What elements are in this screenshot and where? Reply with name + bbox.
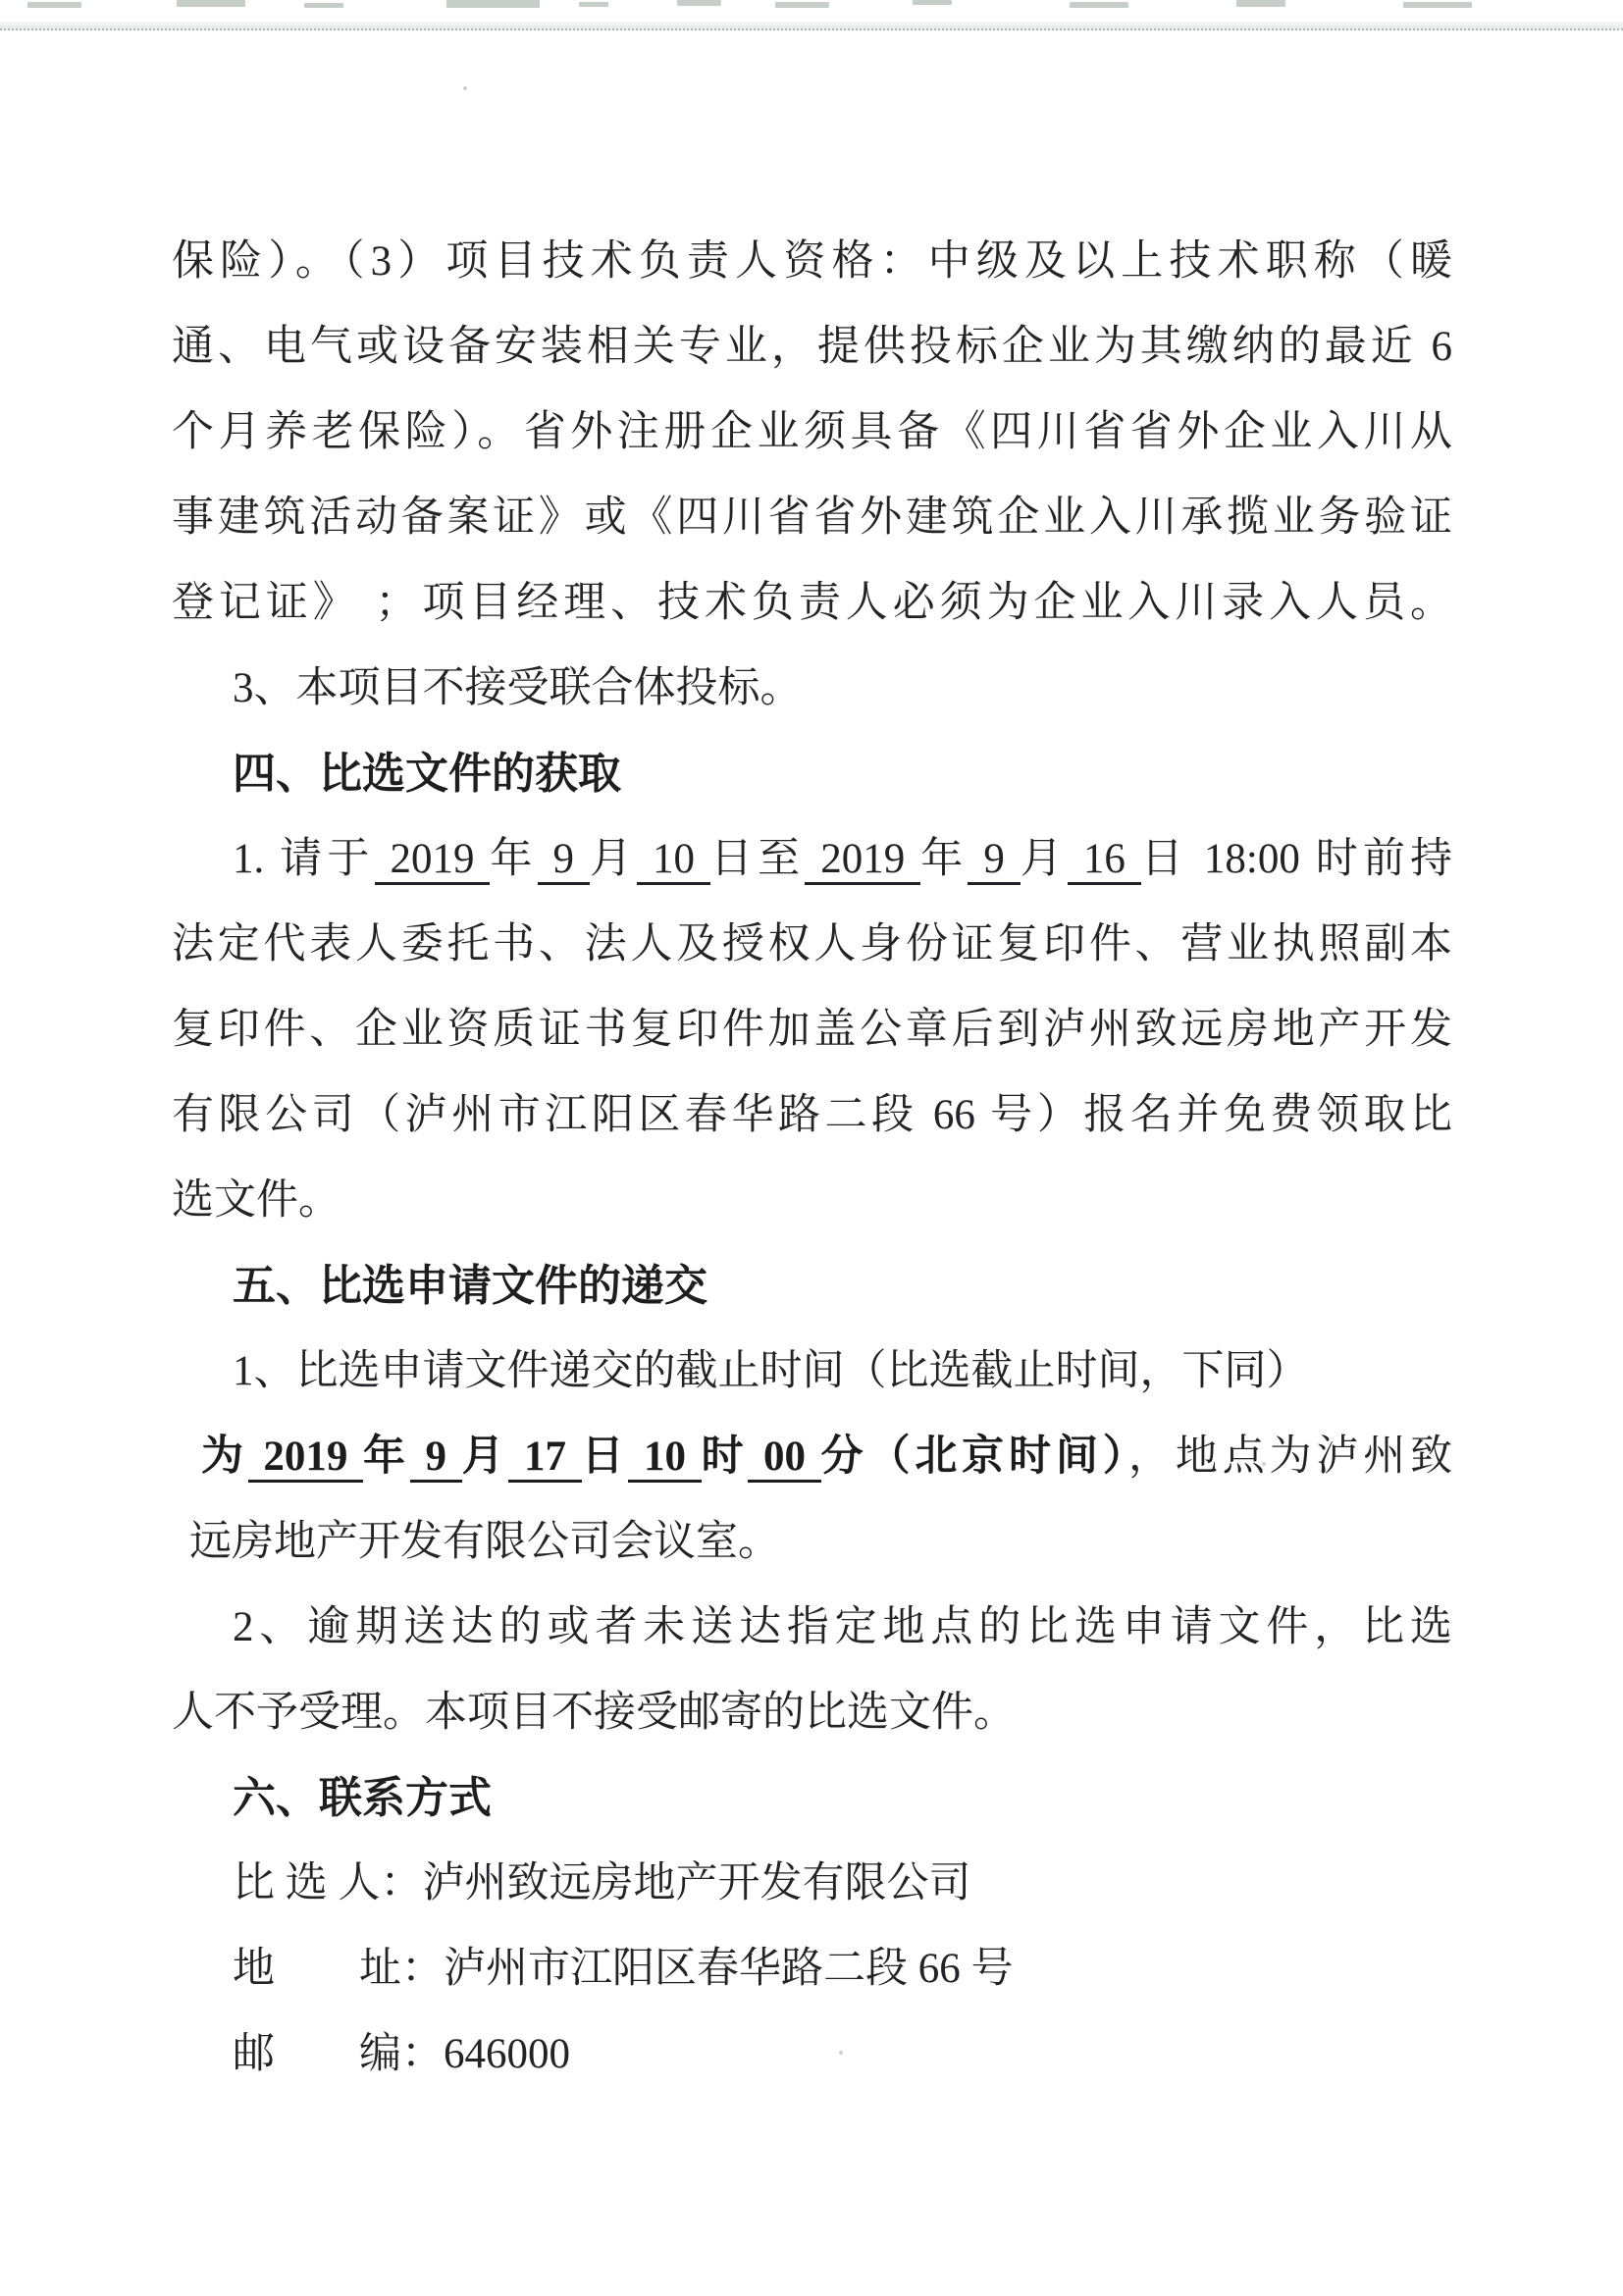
doc-line — [172, 1158, 1452, 1243]
text-segment: 月 — [589, 836, 638, 882]
doc-line — [172, 219, 1452, 304]
text-segment: 为 — [201, 1434, 248, 1480]
text-segment: 分（北京时间） — [820, 1434, 1129, 1480]
doc-line — [172, 987, 1452, 1072]
date-underlined: 2019 — [805, 836, 920, 885]
doc-line-no-joint-bids — [172, 646, 1452, 731]
text-segment: 时 — [701, 1434, 749, 1480]
text-segment: 登记证》 ；项目经理、技术负责人必须为企业入川录入人员。 — [172, 580, 1452, 626]
scan-edge-line — [0, 22, 1623, 30]
doc-line — [172, 902, 1452, 987]
text-segment: 1. 请于 — [233, 836, 375, 882]
text-segment: 日 — [581, 1434, 629, 1480]
doc-line — [172, 1670, 1452, 1755]
text-segment: 月 — [1020, 836, 1068, 882]
text-segment: 复印件、企业资质证书复印件加盖公章后到泸州致远房地产开发 — [172, 1007, 1452, 1053]
doc-line-deadline-datetime — [172, 1414, 1452, 1499]
scan-noise-speck — [304, 3, 343, 8]
doc-line — [172, 475, 1452, 560]
date-underlined: 00 — [748, 1434, 820, 1483]
scan-noise-speck — [1403, 2, 1472, 8]
scan-noise-speck — [1236, 0, 1285, 7]
doc-line-obtain-dates — [172, 816, 1452, 902]
scan-noise-speck — [677, 0, 721, 6]
date-underlined: 9 — [410, 1434, 462, 1483]
scan-noise-speck — [177, 0, 245, 7]
text-segment: 1、比选申请文件递交的截止时间（比选截止时间，下同） — [233, 1348, 1309, 1394]
doc-line-late-delivery — [172, 1585, 1452, 1670]
contact-address-line — [172, 1926, 1452, 2011]
text-segment: 法定代表人委托书、法人及授权人身份证复印件、营业执照副本 — [172, 921, 1452, 967]
contact-bidder-line — [172, 1841, 1452, 1926]
text-segment: 通、电气或设备安装相关专业，提供投标企业为其缴纳的最近 6 — [172, 324, 1452, 370]
date-underlined: 9 — [968, 836, 1020, 885]
date-underlined: 9 — [538, 836, 590, 885]
date-underlined: 2019 — [248, 1434, 363, 1483]
text-segment: 事建筑活动备案证》或《四川省省外建筑企业入川承揽业务验证 — [172, 495, 1452, 541]
scan-noise-speck — [913, 0, 952, 5]
text-segment: 日 18:00 时前持 — [1140, 836, 1453, 882]
text-segment: 日至 — [709, 836, 806, 882]
heading-section-4 — [172, 731, 1452, 816]
scan-noise-dot — [463, 86, 467, 90]
date-underlined: 10 — [628, 1434, 701, 1483]
text-segment: 地 址：泸州市江阳区春华路二段 66 号 — [233, 1946, 1014, 1992]
heading-text: 四、比选文件的获取 — [233, 750, 621, 798]
text-segment: 人不予受理。本项目不接受邮寄的比选文件。 — [172, 1690, 1016, 1736]
doc-line — [172, 1072, 1452, 1158]
text-segment: 比 选 人：泸州致远房地产开发有限公司 — [233, 1860, 971, 1906]
text-segment: 2、逾期送达的或者未送达指定地点的比选申请文件，比选 — [233, 1604, 1452, 1650]
heading-section-5 — [172, 1243, 1452, 1329]
text-segment: 有限公司（泸州市江阳区春华路二段 66 号）报名并免费领取比 — [172, 1092, 1452, 1138]
date-underlined: 17 — [508, 1434, 581, 1483]
date-underlined: 2019 — [375, 836, 491, 885]
doc-line — [172, 1499, 1452, 1585]
scan-noise-speck — [1070, 2, 1128, 8]
date-underlined: 10 — [637, 836, 710, 885]
doc-line — [172, 390, 1452, 475]
text-segment: 选文件。 — [172, 1177, 340, 1224]
text-segment: 年 — [363, 1434, 410, 1480]
scan-noise-speck — [775, 2, 829, 8]
text-segment: 月 — [461, 1434, 509, 1480]
scan-noise-speck — [27, 2, 81, 8]
doc-line — [172, 304, 1452, 390]
doc-line-deadline-intro — [172, 1329, 1452, 1414]
text-segment: 年 — [920, 836, 969, 882]
document-text-block — [172, 219, 1452, 2097]
heading-text: 六、联系方式 — [233, 1774, 492, 1822]
text-segment: ，地点为泸州致 — [1128, 1434, 1453, 1480]
text-segment: 3、本项目不接受联合体投标。 — [233, 665, 803, 711]
text-segment: 远房地产开发有限公司会议室。 — [189, 1519, 780, 1565]
date-underlined: 16 — [1068, 836, 1141, 885]
text-segment: 邮 编：646000 — [233, 2031, 570, 2077]
doc-line — [172, 560, 1452, 646]
scan-noise-speck — [579, 2, 608, 7]
contact-postcode-line — [172, 2011, 1452, 2097]
text-segment: 年 — [490, 836, 538, 882]
scan-noise-speck — [446, 0, 540, 8]
text-segment: 保险）。（3）项目技术负责人资格：中级及以上技术职称（暖 — [172, 238, 1452, 285]
heading-section-6 — [172, 1755, 1452, 1841]
text-segment: 个月养老保险）。省外注册企业须具备《四川省省外企业入川从 — [172, 409, 1452, 455]
heading-text: 五、比选申请文件的递交 — [233, 1262, 707, 1310]
